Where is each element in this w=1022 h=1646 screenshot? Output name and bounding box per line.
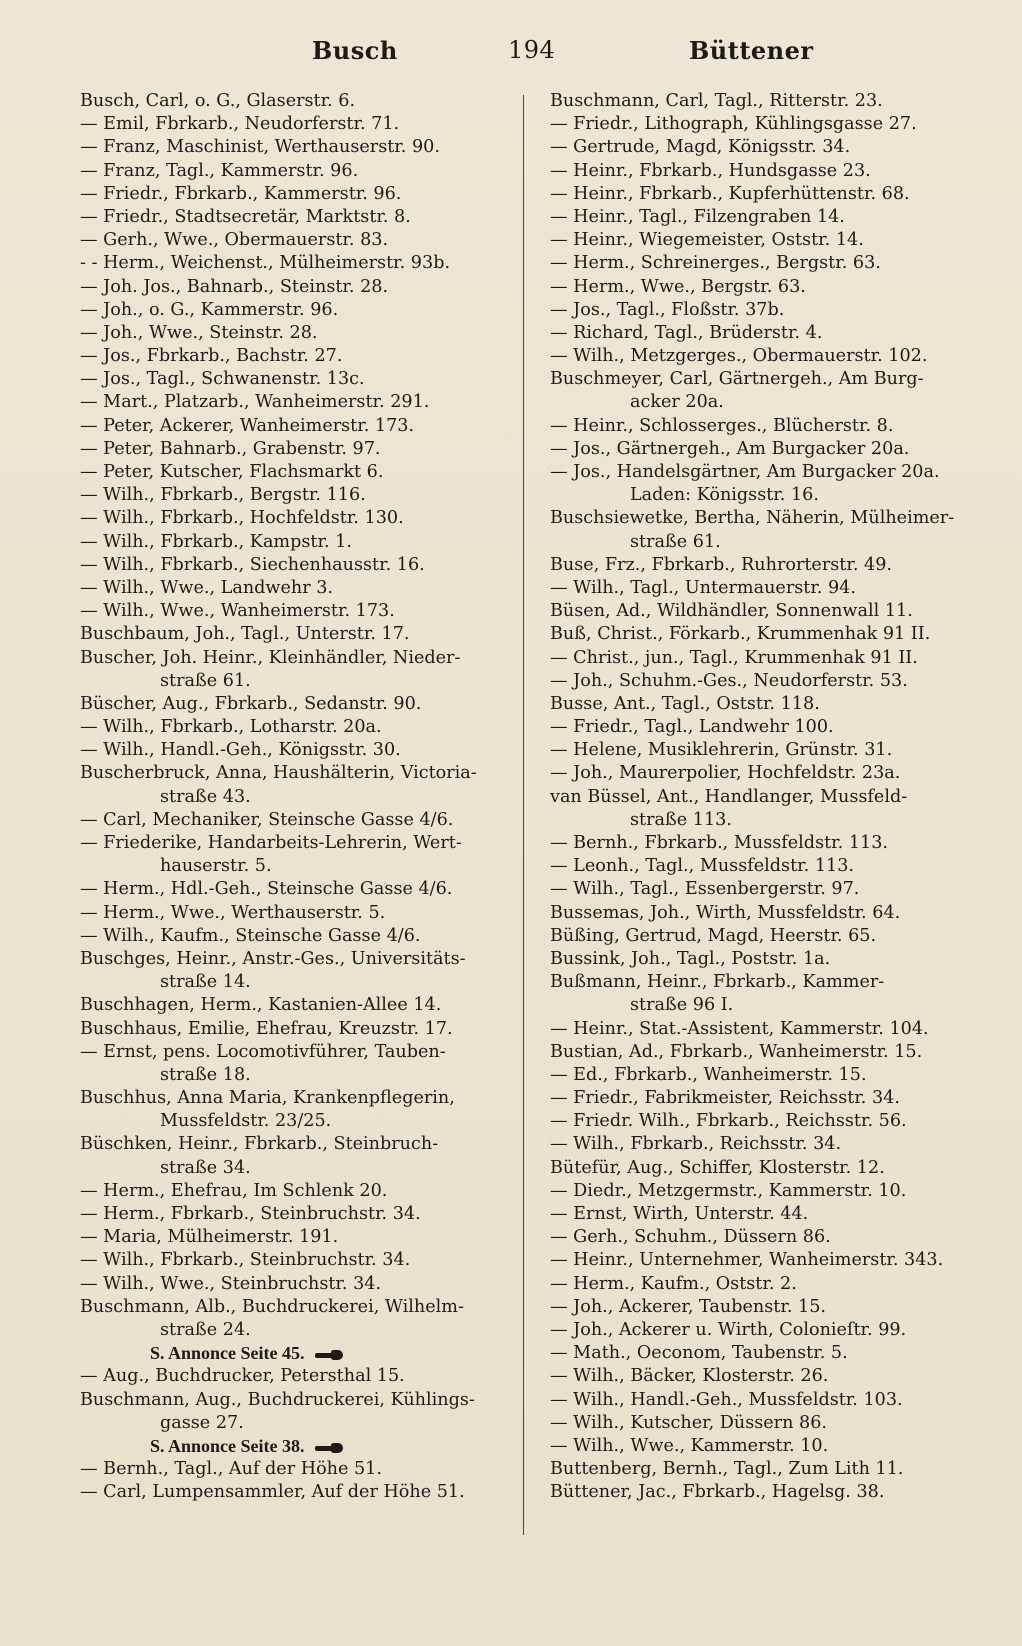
directory-entry <box>550 554 982 577</box>
entry-text: straße 96 I. <box>630 995 734 1016</box>
directory-entry <box>80 1389 525 1412</box>
entry-text: Busse, Ant., Tagl., Oststr. 118. <box>550 693 820 714</box>
directory-entry <box>550 739 982 762</box>
entry-text: — Friedr., Fbrkarb., Kammerstr. 96. <box>80 183 402 204</box>
entry-text: — Wilh., Wwe., Steinbruchstr. 34. <box>80 1273 382 1294</box>
directory-entry <box>80 1481 525 1504</box>
entry-text: — Peter, Bahnarb., Grabenstr. 97. <box>80 438 381 459</box>
entry-text: — Joh., Schuhm.-Ges., Neudorferstr. 53. <box>550 670 908 691</box>
entry-text: — Leonh., Tagl., Mussfeldstr. 113. <box>550 856 854 877</box>
entry-text: — Wilh., Fbrkarb., Reichsstr. 34. <box>550 1134 842 1155</box>
entry-text: — Joh., Ackerer, Taubenstr. 15. <box>550 1296 826 1317</box>
entry-text: — Heinr., Schlosserges., Blücherstr. 8. <box>550 415 894 436</box>
entry-text: Buschbaum, Joh., Tagl., Unterstr. 17. <box>80 624 410 645</box>
directory-entry <box>80 1180 525 1203</box>
left-column <box>80 90 525 1504</box>
entry-text: straße 43. <box>160 786 251 807</box>
entry-text: — Heinr., Stat.-Assistent, Kammerstr. 104. <box>550 1018 929 1039</box>
directory-entry <box>80 762 525 785</box>
entry-text: — Carl, Lumpensammler, Auf der Höhe 51. <box>80 1482 465 1503</box>
right-column <box>550 90 982 1504</box>
entry-text: — Mart., Platzarb., Wanheimerstr. 291. <box>80 392 430 413</box>
entry-text: — Bernh., Tagl., Auf der Höhe 51. <box>80 1459 382 1480</box>
directory-entry <box>550 1296 982 1319</box>
directory-entry <box>80 1041 525 1064</box>
entry-text: Büscher, Aug., Fbrkarb., Sedanstr. 90. <box>80 693 422 714</box>
entry-text: — Franz, Tagl., Kammerstr. 96. <box>80 160 359 181</box>
annonce-reference <box>80 1342 525 1365</box>
directory-entry <box>550 461 982 484</box>
directory-entry <box>550 1133 982 1156</box>
entry-text: — Helene, Musiklehrerin, Grünstr. 31. <box>550 740 893 761</box>
entry-text: Laden: Königsstr. 16. <box>630 485 819 506</box>
entry-text: — Herm., Schreinerges., Bergstr. 63. <box>550 253 881 274</box>
pointing-hand-icon <box>315 1442 345 1454</box>
entry-text: — Peter, Ackerer, Wanheimerstr. 173. <box>80 415 415 436</box>
directory-entry <box>550 1412 982 1435</box>
entry-text: — Wilh., Tagl., Untermauerstr. 94. <box>550 577 856 598</box>
entry-text: Buscher, Joh. Heinr., Kleinhändler, Nieder- <box>80 647 461 668</box>
directory-entry <box>80 1249 525 1272</box>
directory-entry <box>80 693 525 716</box>
directory-entry <box>80 716 525 739</box>
entry-text: — Jos., Handelsgärtner, Am Burgacker 20a. <box>550 462 940 482</box>
entry-continuation <box>80 1319 525 1342</box>
directory-entry <box>550 1018 982 1041</box>
directory-entry <box>80 531 525 554</box>
directory-entry <box>80 113 525 136</box>
entry-text: — Wilh., Kaufm., Steinsche Gasse 4/6. <box>80 925 421 946</box>
entry-continuation <box>550 531 982 554</box>
entry-text: — Jos., Tagl., Schwanenstr. 13c. <box>80 369 365 390</box>
entry-text: Buschges, Heinr., Anstr.-Ges., Universitäts- <box>80 948 466 969</box>
directory-entry <box>80 160 525 183</box>
directory-entry <box>80 1226 525 1249</box>
directory-entry <box>550 299 982 322</box>
directory-entry <box>550 113 982 136</box>
entry-text: — Wilh., Tagl., Essenbergerstr. 97. <box>550 879 860 900</box>
directory-entry <box>550 1481 982 1504</box>
directory-entry <box>80 809 525 832</box>
page-number: 194 <box>508 36 556 64</box>
directory-entry <box>550 716 982 739</box>
directory-entry <box>80 554 525 577</box>
entry-text: — Herm., Ehefrau, Im Schlenk 20. <box>80 1180 388 1201</box>
entry-text: Buscherbruck, Anna, Haushälterin, Victoria- <box>80 763 477 784</box>
entry-text: — Wilh., Fbrkarb., Steinbruchstr. 34. <box>80 1250 411 1271</box>
entry-text: — Herm., Fbrkarb., Steinbruchstr. 34. <box>80 1204 421 1224</box>
directory-entry <box>550 345 982 368</box>
directory-entry <box>80 647 525 670</box>
entry-text: — Math., Oeconom, Taubenstr. 5. <box>550 1343 848 1364</box>
entry-text: — Heinr., Fbrkarb., Kupferhüttenstr. 68. <box>550 183 910 204</box>
directory-entry <box>550 670 982 693</box>
entry-text: — Friedr., Lithograph, Kühlingsgasse 27. <box>550 114 917 135</box>
entry-text: — Joh., Wwe., Steinstr. 28. <box>80 322 318 343</box>
entry-text: — Wilh., Metzgerges., Obermauerstr. 102. <box>550 346 928 367</box>
entry-text: — Wilh., Wwe., Landwehr 3. <box>80 577 334 598</box>
directory-entry <box>80 1458 525 1481</box>
entry-continuation <box>80 1157 525 1180</box>
directory-entry <box>80 1018 525 1041</box>
entry-text: — Jos., Fbrkarb., Bachstr. 27. <box>80 346 343 367</box>
entry-text: — Wilh., Fbrkarb., Bergstr. 116. <box>80 485 366 506</box>
entry-text: Buschmann, Aug., Buchdruckerei, Kühlings- <box>80 1389 475 1410</box>
directory-entry <box>80 507 525 530</box>
directory-entry <box>80 461 525 484</box>
entry-text: Mussfeldstr. 23/25. <box>160 1111 332 1132</box>
directory-entry <box>550 623 982 646</box>
directory-entry <box>550 1041 982 1064</box>
entry-text: Büsen, Ad., Wildhändler, Sonnenwall 11. <box>550 601 913 622</box>
entry-text: straße 24. <box>160 1319 251 1340</box>
entry-text: S. Annonce Seite 45. <box>150 1343 305 1364</box>
directory-entry <box>550 183 982 206</box>
entry-text: Bütefür, Aug., Schiffer, Klosterstr. 12. <box>550 1157 885 1178</box>
header-left-keyword: Busch <box>312 36 398 65</box>
entry-text: straße 14. <box>160 972 251 993</box>
directory-entry <box>80 415 525 438</box>
directory-entry <box>550 925 982 948</box>
entry-text: Bußmann, Heinr., Fbrkarb., Kammer- <box>550 972 885 993</box>
entry-text: straße 61. <box>630 531 721 552</box>
entry-text: — Wilh., Kutscher, Düssern 86. <box>550 1412 827 1433</box>
entry-text: — Maria, Mülheimerstr. 191. <box>80 1227 339 1248</box>
entry-text: — Jos., Gärtnergeh., Am Burgacker 20a. <box>550 438 910 459</box>
entry-continuation <box>80 1412 525 1435</box>
page-header <box>80 36 977 72</box>
entry-text: Buschhagen, Herm., Kastanien-Allee 14. <box>80 995 442 1016</box>
entry-text: van Büssel, Ant., Handlanger, Mussfeld- <box>550 786 908 807</box>
entry-text: Buschhus, Anna Maria, Krankenpflegerin, <box>80 1088 455 1109</box>
directory-entry <box>80 1203 525 1226</box>
directory-entry <box>80 1133 525 1156</box>
directory-entry <box>550 647 982 670</box>
directory-entry <box>80 1365 525 1388</box>
entry-text: — Diedr., Metzgermstr., Kammerstr. 10. <box>550 1180 907 1201</box>
entry-text: — Franz, Maschinist, Werthauserstr. 90. <box>80 137 440 158</box>
entry-text: — Gerh., Schuhm., Düssern 86. <box>550 1227 831 1248</box>
entry-continuation <box>80 1064 525 1087</box>
directory-entry <box>80 322 525 345</box>
entry-text: — Gertrude, Magd, Königsstr. 34. <box>550 137 851 158</box>
directory-entry <box>80 438 525 461</box>
entry-text: — Heinr., Tagl., Filzengraben 14. <box>550 206 845 227</box>
directory-entry <box>550 1458 982 1481</box>
directory-entry <box>550 693 982 716</box>
entry-text: acker 20a. <box>630 392 724 413</box>
directory-entry <box>80 577 525 600</box>
directory-entry <box>550 1319 982 1342</box>
entry-text: — Heinr., Unternehmer, Wanheimerstr. 343. <box>550 1250 944 1271</box>
directory-entry <box>550 948 982 971</box>
entry-text: Buß, Christ., Förkarb., Krummenhak 91 II. <box>550 624 931 645</box>
entry-text: — Joh., Maurerpolier, Hochfeldstr. 23a. <box>550 763 901 784</box>
entry-text: — Friederike, Handarbeits-Lehrerin, Wert- <box>80 833 462 853</box>
entry-text: Buse, Frz., Fbrkarb., Ruhrorterstr. 49. <box>550 554 892 575</box>
entry-text: — Joh., o. G., Kammerstr. 96. <box>80 299 339 320</box>
entry-text: — Gerh., Wwe., Obermauerstr. 83. <box>80 230 389 251</box>
directory-entry <box>80 368 525 391</box>
entry-text: Buschmann, Carl, Tagl., Ritterstr. 23. <box>550 91 883 111</box>
entry-text: — Wilh., Wwe., Wanheimerstr. 173. <box>80 601 395 622</box>
directory-entry <box>80 902 525 925</box>
entry-text: — Friedr., Stadtsecretär, Marktstr. 8. <box>80 206 411 227</box>
entry-text: straße 18. <box>160 1064 251 1085</box>
entry-text: — Friedr. Wilh., Fbrkarb., Reichsstr. 56. <box>550 1111 907 1132</box>
directory-entry <box>80 994 525 1017</box>
entry-text: Büßing, Gertrud, Magd, Heerstr. 65. <box>550 925 877 946</box>
directory-entry <box>80 229 525 252</box>
entry-text: — Christ., jun., Tagl., Krummenhak 91 II. <box>550 647 918 668</box>
directory-entry <box>550 1180 982 1203</box>
entry-continuation <box>550 809 982 832</box>
entry-text: — Wilh., Bäcker, Klosterstr. 26. <box>550 1366 829 1387</box>
directory-entry <box>80 739 525 762</box>
entry-text: — Peter, Kutscher, Flachsmarkt 6. <box>80 462 384 482</box>
directory-entry <box>80 1296 525 1319</box>
directory-entry <box>550 1273 982 1296</box>
entry-continuation <box>80 855 525 878</box>
directory-entry <box>80 90 525 113</box>
entry-text: — Heinr., Wiegemeister, Oststr. 14. <box>550 230 864 251</box>
entry-text: — Wilh., Fbrkarb., Lotharstr. 20a. <box>80 717 382 738</box>
entry-text: Bussink, Joh., Tagl., Poststr. 1a. <box>550 948 831 969</box>
directory-entry <box>80 832 525 855</box>
entry-text: — Wilh., Fbrkarb., Kampstr. 1. <box>80 531 352 552</box>
entry-text: — Friedr., Tagl., Landwehr 100. <box>550 717 834 738</box>
directory-entry <box>80 206 525 229</box>
directory-entry <box>550 1342 982 1365</box>
column-divider <box>523 95 524 1535</box>
entry-text: gasse 27. <box>160 1412 244 1433</box>
directory-entry <box>550 1226 982 1249</box>
entry-text: — Friedr., Fabrikmeister, Reichsstr. 34. <box>550 1088 900 1109</box>
directory-entry <box>550 1203 982 1226</box>
entry-continuation <box>550 484 982 507</box>
entry-text: Büschken, Heinr., Fbrkarb., Steinbruch- <box>80 1134 439 1155</box>
entry-text: — Jos., Tagl., Floßstr. 37b. <box>550 299 785 320</box>
entry-text: — Herm., Wwe., Werthauserstr. 5. <box>80 902 386 923</box>
entry-text: — Herm., Kaufm., Oststr. 2. <box>550 1273 797 1294</box>
directory-entry <box>550 90 982 113</box>
entry-text: Buschmann, Alb., Buchdruckerei, Wilhelm- <box>80 1296 464 1317</box>
entry-continuation <box>550 994 982 1017</box>
directory-entry <box>550 322 982 345</box>
entry-text: Bussemas, Joh., Wirth, Mussfeldstr. 64. <box>550 902 901 923</box>
entry-text: hauserstr. 5. <box>160 856 272 877</box>
pointing-hand-icon <box>315 1349 345 1361</box>
directory-entry <box>550 855 982 878</box>
directory-entry <box>550 902 982 925</box>
directory-entry <box>80 252 525 275</box>
directory-entry <box>550 971 982 994</box>
entry-text: — Wilh., Fbrkarb., Siechenhausstr. 16. <box>80 554 425 575</box>
directory-entry <box>80 1273 525 1296</box>
entry-text: — Wilh., Wwe., Kammerstr. 10. <box>550 1435 829 1456</box>
entry-text: S. Annonce Seite 38. <box>150 1435 305 1456</box>
directory-entry <box>550 1110 982 1133</box>
directory-entry <box>550 136 982 159</box>
entry-text: — Richard, Tagl., Brüderstr. 4. <box>550 322 823 343</box>
entry-text: — Ed., Fbrkarb., Wanheimerstr. 15. <box>550 1064 867 1085</box>
directory-entry <box>550 507 982 530</box>
directory-entry <box>550 1389 982 1412</box>
directory-entry <box>550 368 982 391</box>
entry-text: — Heinr., Fbrkarb., Hundsgasse 23. <box>550 160 871 181</box>
directory-entry <box>80 183 525 206</box>
directory-entry <box>550 1087 982 1110</box>
entry-text: Buschmeyer, Carl, Gärtnergeh., Am Burg- <box>550 369 924 390</box>
directory-entry <box>80 925 525 948</box>
directory-entry <box>550 1157 982 1180</box>
directory-entry <box>550 252 982 275</box>
directory-entry <box>550 762 982 785</box>
directory-entry <box>80 484 525 507</box>
entry-text: — Carl, Mechaniker, Steinsche Gasse 4/6. <box>80 809 454 830</box>
directory-entry <box>80 299 525 322</box>
directory-entry <box>550 1365 982 1388</box>
directory-entry <box>550 577 982 600</box>
entry-text: — Bernh., Fbrkarb., Mussfeldstr. 113. <box>550 833 889 853</box>
entry-text: Buttenberg, Bernh., Tagl., Zum Lith 11. <box>550 1459 904 1480</box>
directory-entry <box>550 878 982 901</box>
entry-text: Bustian, Ad., Fbrkarb., Wanheimerstr. 15. <box>550 1041 923 1062</box>
entry-text: — Joh., Ackerer u. Wirth, Colonieſtr. 99. <box>550 1319 907 1340</box>
entry-text: Busch, Carl, o. G., Glaserstr. 6. <box>80 91 356 111</box>
header-right-keyword: Büttener <box>689 36 814 65</box>
entry-continuation <box>80 786 525 809</box>
directory-entry <box>550 206 982 229</box>
entry-continuation <box>80 971 525 994</box>
directory-entry <box>550 786 982 809</box>
directory-entry <box>550 1064 982 1087</box>
directory-entry <box>80 345 525 368</box>
entry-text: Büttener, Jac., Fbrkarb., Hagelsg. 38. <box>550 1482 885 1503</box>
entry-text: Buschsiewetke, Bertha, Näherin, Mülheimer- <box>550 508 955 529</box>
entry-text: straße 61. <box>160 670 251 691</box>
directory-entry <box>80 600 525 623</box>
entry-text: Buschhaus, Emilie, Ehefrau, Kreuzstr. 17. <box>80 1018 453 1039</box>
directory-entry <box>550 229 982 252</box>
directory-entry <box>80 1087 525 1110</box>
entry-text: — Joh. Jos., Bahnarb., Steinstr. 28. <box>80 276 389 297</box>
directory-entry <box>550 438 982 461</box>
entry-text: - - Herm., Weichenst., Mülheimerstr. 93b. <box>80 253 451 274</box>
entry-continuation <box>80 1110 525 1133</box>
directory-entry <box>80 623 525 646</box>
directory-entry <box>550 276 982 299</box>
directory-entry <box>550 160 982 183</box>
directory-entry <box>550 600 982 623</box>
directory-entry <box>80 136 525 159</box>
directory-entry <box>80 948 525 971</box>
entry-text: — Ernst, Wirth, Unterstr. 44. <box>550 1204 809 1224</box>
directory-entry <box>80 276 525 299</box>
entry-text: — Ernst, pens. Locomotivführer, Tauben- <box>80 1041 446 1062</box>
entry-text: — Herm., Hdl.-Geh., Steinsche Gasse 4/6. <box>80 879 453 900</box>
entry-text: — Emil, Fbrkarb., Neudorferstr. 71. <box>80 114 400 135</box>
directory-entry <box>80 878 525 901</box>
entry-continuation <box>80 670 525 693</box>
entry-continuation <box>550 391 982 414</box>
entry-text: — Wilh., Handl.-Geh., Mussfeldstr. 103. <box>550 1389 903 1410</box>
entry-text: — Aug., Buchdrucker, Petersthal 15. <box>80 1366 405 1387</box>
directory-entry <box>550 1249 982 1272</box>
directory-entry <box>550 1435 982 1458</box>
entry-text: — Wilh., Fbrkarb., Hochfeldstr. 130. <box>80 508 404 529</box>
entry-text: — Herm., Wwe., Bergstr. 63. <box>550 276 806 297</box>
directory-entry <box>550 832 982 855</box>
entry-text: — Wilh., Handl.-Geh., Königsstr. 30. <box>80 740 401 761</box>
directory-entry <box>80 391 525 414</box>
annonce-reference <box>80 1435 525 1458</box>
directory-entry <box>550 415 982 438</box>
entry-text: straße 34. <box>160 1157 251 1178</box>
entry-text: straße 113. <box>630 809 732 830</box>
